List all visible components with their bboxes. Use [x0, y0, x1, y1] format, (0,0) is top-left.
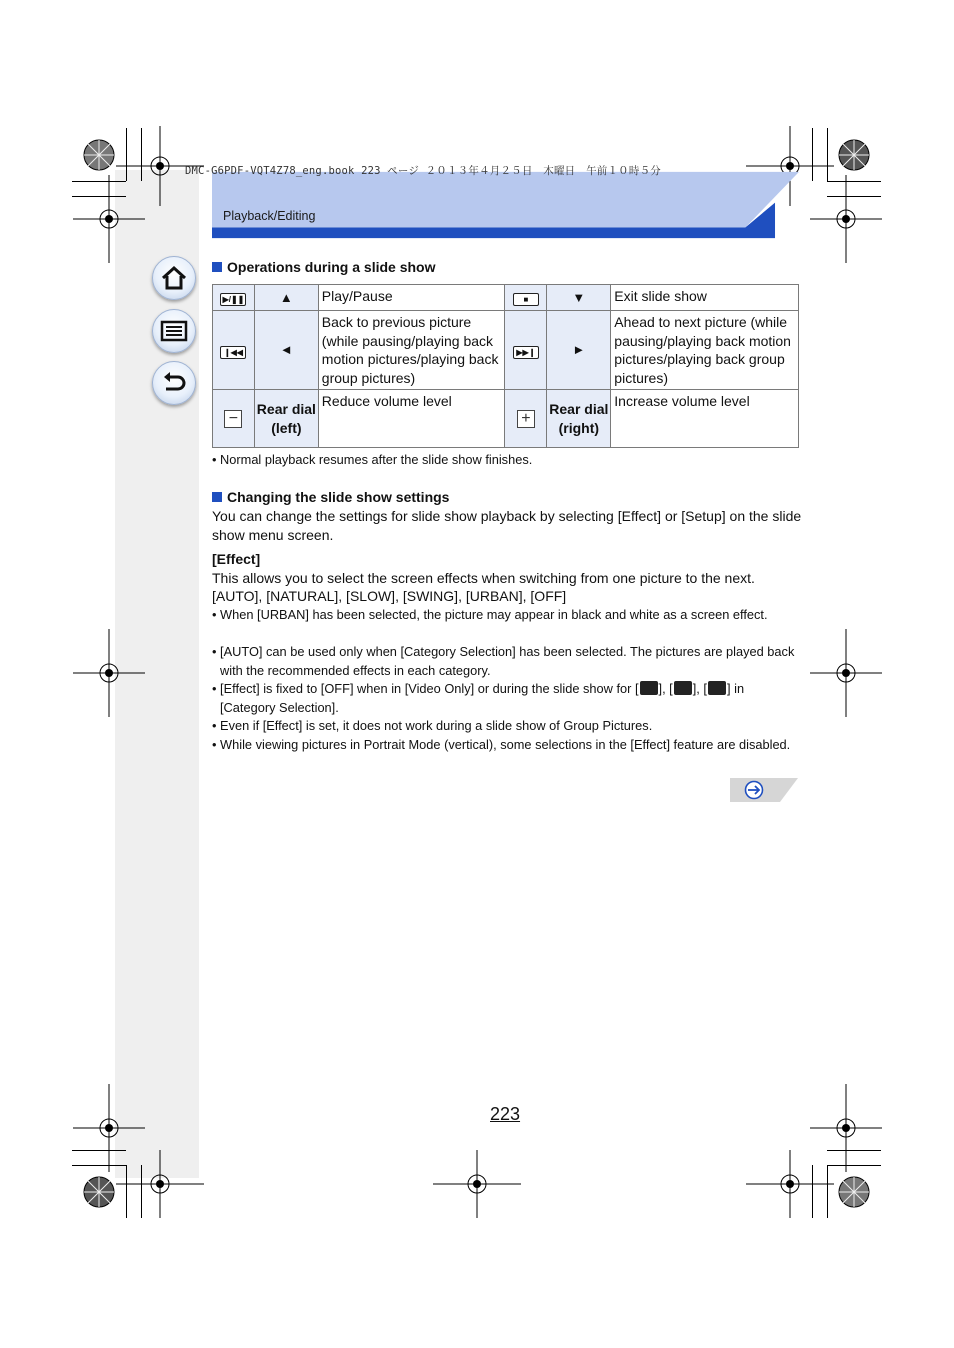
square-bullet-icon	[212, 492, 222, 502]
forward-button-cell	[505, 311, 547, 390]
square-bullet-icon	[212, 262, 222, 272]
play-pause-button-cell	[213, 285, 255, 311]
page-number: 223	[490, 1104, 521, 1124]
down-arrow-icon: ▼	[572, 289, 586, 305]
right-arrow-icon: ►	[572, 342, 586, 358]
key-cell	[254, 311, 318, 390]
category-movie-icon	[708, 681, 726, 695]
description-cell: Back to previous picture (while pausing/playing back motion pictures/playing back group pictures)	[318, 311, 505, 390]
minus-icon: −	[224, 410, 242, 428]
description-cell: Play/Pause	[318, 285, 505, 311]
plus-icon: +	[517, 410, 535, 428]
operations-table	[212, 284, 799, 448]
bullet-item: • Even if [Effect] is set, it does not work during a slide show of Group Pictures.	[212, 718, 653, 733]
plus-button-cell	[505, 390, 547, 448]
skip-forward-icon: ▶▶❙	[513, 346, 539, 359]
section-title-operations: Operations during a slide show	[212, 259, 435, 275]
table-row	[213, 311, 799, 390]
key-cell	[547, 285, 611, 311]
stop-button-cell	[505, 285, 547, 311]
next-arrow-icon	[730, 778, 798, 802]
skip-back-icon: ❙◀◀	[220, 346, 246, 359]
description-cell: Reduce volume level	[318, 390, 505, 448]
section-title-settings: Changing the slide show settings	[212, 489, 449, 505]
table-row	[213, 390, 799, 448]
bullet-item: • When [URBAN] has been selected, the picture may appear in black and white as a screen effect.	[212, 607, 768, 622]
table-row	[213, 285, 799, 311]
effect-options: [AUTO], [NATURAL], [SLOW], [SWING], [URBAN], [OFF]	[212, 588, 567, 604]
book-info-line: DMC-G6PDF-VQT4Z78_eng.book 223 ページ ２０１３年４月２５日 木曜日 午前１０時５分	[185, 165, 661, 177]
up-arrow-icon: ▲	[279, 289, 293, 305]
effect-description: This allows you to select the screen effects when switching from one picture to the next.	[212, 570, 755, 586]
category-pictures-icon	[640, 681, 658, 695]
stop-icon: ■	[513, 293, 539, 306]
key-cell	[547, 311, 611, 390]
category-clock-icon	[674, 681, 692, 695]
bullet-item-category: • [Effect] is fixed to [OFF] when in [Video Only] or during the slide show for [ ], [ ], [ ] in [Category Selection].	[212, 681, 745, 715]
ops-note: • Normal playback resumes after the slide show finishes.	[212, 452, 533, 467]
minus-button-cell	[213, 390, 255, 448]
key-cell: Rear dial (left)	[254, 390, 318, 448]
effect-heading: [Effect]	[212, 551, 261, 567]
key-cell	[254, 285, 318, 311]
key-cell: Rear dial (right)	[547, 390, 611, 448]
description-cell: Exit slide show	[611, 285, 799, 311]
header-band	[212, 171, 799, 240]
bullet-item: • While viewing pictures in Portrait Mode (vertical), some selections in the [Effect] feature are disabled.	[212, 737, 791, 752]
bullet-item: • [AUTO] can be used only when [Category Selection] has been selected. The pictures are played back with the recommended effects in each category.	[212, 644, 795, 678]
next-page-button[interactable]	[730, 778, 798, 802]
rewind-button-cell	[213, 311, 255, 390]
description-cell: Increase volume level	[611, 390, 799, 448]
left-arrow-icon: ◄	[279, 342, 293, 358]
play-pause-icon: ▶/❚❚	[220, 293, 246, 306]
breadcrumb: Playback/Editing	[223, 209, 316, 223]
settings-intro: You can change the settings for slide show playback by selecting [Effect] or [Setup] on the slide show menu screen.	[212, 508, 802, 543]
description-cell: Ahead to next picture (while pausing/playing back motion pictures/playing back group pictures)	[611, 311, 799, 390]
